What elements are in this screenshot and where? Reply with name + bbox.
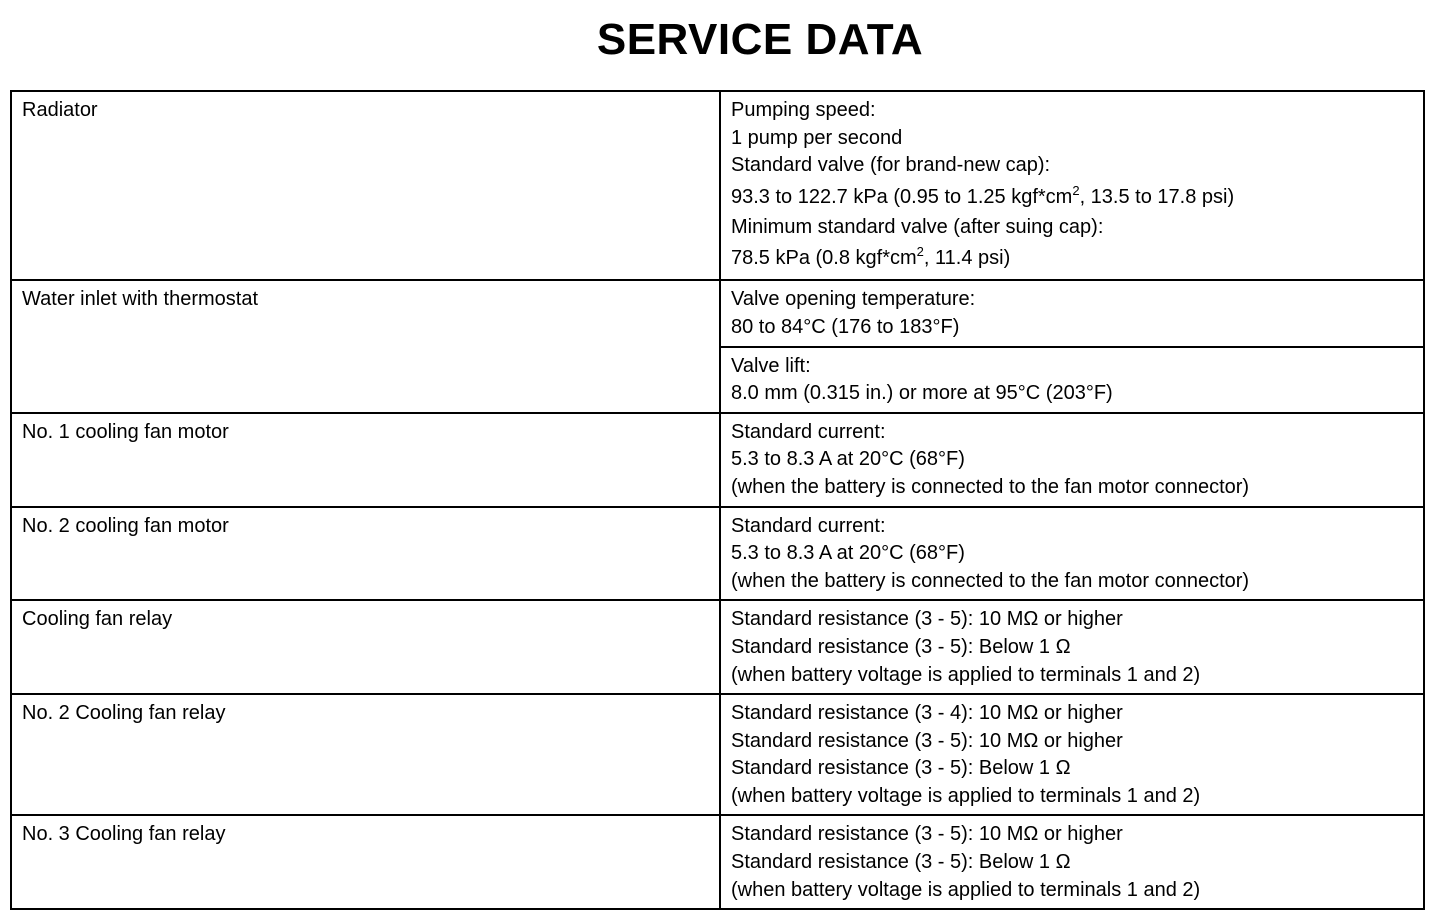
spec-cell: [720, 694, 1424, 815]
component-name: Cooling fan relay: [22, 608, 173, 631]
spec-text: Standard current:: [731, 514, 886, 537]
superscript: 2: [1072, 182, 1080, 198]
spec-line: [731, 419, 1413, 447]
spec-text: Standard resistance (3 - 5): 10 MΩ or higher: [731, 823, 1123, 846]
component-name: Water inlet with thermostat: [22, 288, 259, 311]
spec-cell: [720, 815, 1424, 909]
component-cell: [11, 91, 720, 280]
table-row: [11, 413, 1424, 507]
superscript: 2: [916, 244, 924, 260]
spec-text: Standard resistance (3 - 5): 10 MΩ or higher: [731, 608, 1123, 631]
spec-cell: [720, 507, 1424, 601]
spec-text: Standard resistance (3 - 5): 10 MΩ or higher: [731, 729, 1123, 752]
spec-line: [731, 353, 1413, 381]
spec-line: [731, 662, 1413, 690]
spec-line: [731, 286, 1413, 314]
spec-text: Valve lift:: [731, 354, 811, 377]
spec-text: Pumping speed:: [731, 99, 876, 121]
spec-line: [731, 849, 1413, 877]
spec-line: [731, 125, 1413, 153]
component-cell: [11, 815, 720, 909]
spec-text: Standard valve (for brand-new cap):: [731, 154, 1051, 177]
spec-line: [731, 474, 1413, 502]
component-cell: [11, 280, 720, 412]
spec-cell: [720, 347, 1424, 413]
spec-text: 1 pump per second: [731, 126, 903, 149]
spec-cell: [720, 413, 1424, 507]
spec-line: [731, 241, 1413, 275]
spec-text: Standard resistance (3 - 4): 10 MΩ or higher: [731, 702, 1123, 725]
spec-line: [731, 180, 1413, 214]
spec-line: [731, 634, 1413, 662]
component-cell: [11, 413, 720, 507]
table-row: [11, 507, 1424, 601]
spec-cell: [720, 600, 1424, 694]
table-row: [11, 694, 1424, 815]
spec-line: [731, 540, 1413, 568]
table-body: [11, 91, 1424, 909]
component-cell: [11, 694, 720, 815]
spec-text: (when battery voltage is applied to terminals 1 and 2): [731, 784, 1201, 807]
spec-line: [731, 821, 1413, 849]
spec-text-after: , 13.5 to 17.8 psi): [1079, 185, 1235, 208]
component-cell: [11, 600, 720, 694]
component-name: No. 1 cooling fan motor: [22, 420, 229, 443]
spec-line: [731, 380, 1413, 408]
spec-text: Standard resistance (3 - 5): Below 1 Ω: [731, 851, 1071, 874]
spec-text: 8.0 mm (0.315 in.) or more at 95°C (203°F): [731, 382, 1113, 405]
table-row: [11, 600, 1424, 694]
spec-line: [731, 314, 1413, 342]
spec-cell: [720, 280, 1424, 346]
spec-text: Minimum standard valve (after suing cap):: [731, 215, 1104, 238]
spec-line: [731, 755, 1413, 783]
spec-text: 78.5 kPa (0.8 kgf*cm: [731, 247, 917, 270]
spec-text: (when the battery is connected to the fan motor connector): [731, 569, 1250, 592]
spec-line: [731, 446, 1413, 474]
component-name: No. 2 Cooling fan relay: [22, 702, 226, 725]
spec-line: [731, 877, 1413, 905]
spec-text: (when battery voltage is applied to terminals 1 and 2): [731, 878, 1201, 901]
spec-text: 5.3 to 8.3 A at 20°C (68°F): [731, 448, 965, 471]
spec-line: [731, 513, 1413, 541]
spec-line: [731, 606, 1413, 634]
spec-text: Valve opening temperature:: [731, 288, 976, 311]
spec-line: [731, 152, 1413, 180]
component-name: No. 3 Cooling fan relay: [22, 823, 226, 846]
spec-line: [731, 97, 1413, 125]
table-row: [11, 815, 1424, 909]
spec-cell: [720, 91, 1424, 280]
table-row: [11, 280, 1424, 346]
spec-text: (when battery voltage is applied to terminals 1 and 2): [731, 663, 1201, 686]
component-name: Radiator: [22, 99, 98, 121]
spec-line: [731, 728, 1413, 756]
spec-line: [731, 214, 1413, 242]
spec-text: Standard current:: [731, 420, 886, 443]
spec-text: (when the battery is connected to the fan motor connector): [731, 475, 1250, 498]
component-cell: [11, 507, 720, 601]
table-row: [11, 91, 1424, 280]
spec-line: [731, 700, 1413, 728]
service-data-table: [10, 90, 1425, 910]
spec-text-after: , 11.4 psi): [923, 247, 1011, 270]
spec-text: 93.3 to 122.7 kPa (0.95 to 1.25 kgf*cm: [731, 185, 1073, 208]
spec-text: Standard resistance (3 - 5): Below 1 Ω: [731, 757, 1071, 780]
spec-line: [731, 783, 1413, 811]
spec-line: [731, 568, 1413, 596]
page-title: SERVICE DATA: [596, 15, 924, 64]
component-name: No. 2 cooling fan motor: [22, 514, 229, 537]
spec-text: Standard resistance (3 - 5): Below 1 Ω: [731, 635, 1071, 658]
spec-text: 5.3 to 8.3 A at 20°C (68°F): [731, 542, 965, 565]
spec-text: 80 to 84°C (176 to 183°F): [731, 315, 960, 338]
